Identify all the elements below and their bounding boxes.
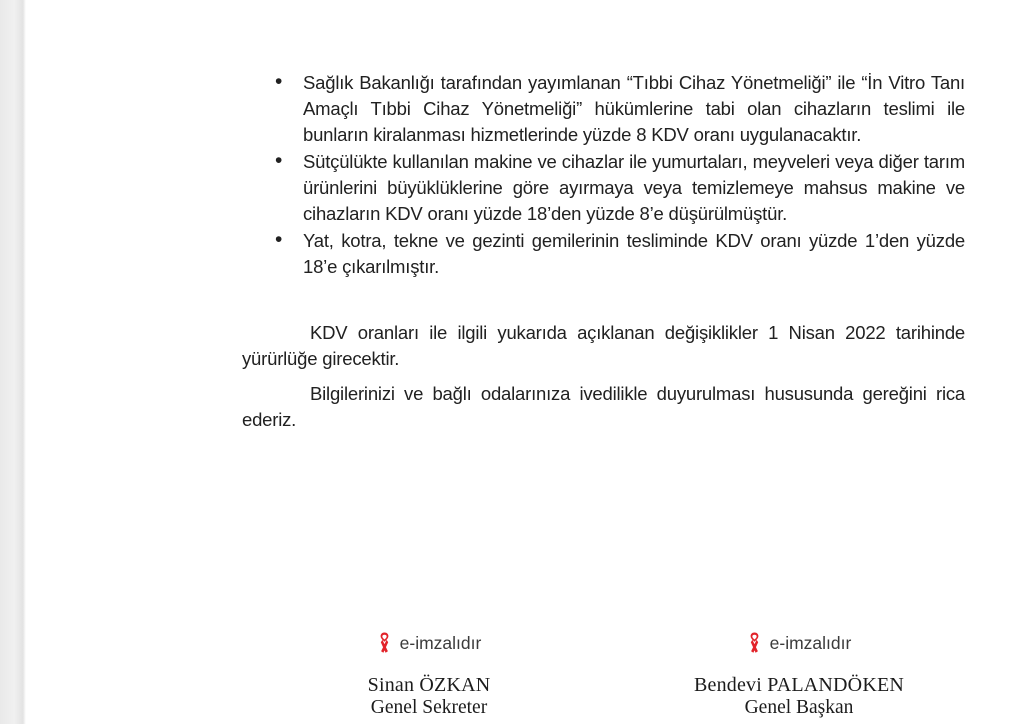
- paragraph-closing: Bilgilerinizi ve bağlı odalarınıza ivedilikle duyurulması hususunda gereğini rica ederiz.: [242, 383, 965, 430]
- signatory-title: Genel Sekreter: [370, 697, 488, 718]
- signatory-title: Genel Başkan: [744, 697, 854, 718]
- signature-block-general-secretary: [338, 631, 520, 719]
- signature-block-president: [688, 631, 910, 719]
- signature-row: [0, 631, 1024, 724]
- paragraph-effective-date: KDV oranları ile ilgili yukarıda açıklanan değişiklikler 1 Nisan 2022 tarihinde yürürlüğe girecektir.: [242, 322, 965, 369]
- red-ribbon-icon: [747, 632, 762, 654]
- bullet-text: Sağlık Bakanlığı tarafından yayımlanan “Tıbbi Cihaz Yönetmeliği” ile “İn Vitro Tanı Amaçlı Tıbbi Cihaz Yönetmeliği” hükümlerine tabi olan cihazların teslimi ile bunların kiralanması hizmetlerinde yüzde 8 KDV oranı uygulanacaktır.: [303, 72, 965, 145]
- red-ribbon-icon: [377, 632, 392, 654]
- esign-label: e-imzalıdır: [399, 632, 482, 653]
- bullet-text: Sütçülükte kullanılan makine ve cihazlar ile yumurtaları, meyveleri veya diğer tarım ürünlerini büyüklüklerine göre ayırmaya veya temizlemeye mahsus makine ve cihazların KDV oranı yüzde 18’den yüzde 8’e düşürülmüştür.: [303, 151, 965, 224]
- signatory-name: Sinan ÖZKAN: [367, 674, 491, 696]
- bullet-list: [242, 70, 965, 280]
- bullet-text: Yat, kotra, tekne ve gezinti gemilerinin tesliminde KDV oranı yüzde 1’den yüzde 18’e çıkarılmıştır.: [303, 230, 965, 277]
- esign-label: e-imzalıdır: [769, 632, 852, 653]
- bullet-item-yachts: [303, 228, 965, 280]
- document-body: [242, 70, 965, 433]
- bullet-item-dairy-machines: [303, 149, 965, 227]
- signatory-name: Bendevi PALANDÖKEN: [693, 674, 905, 696]
- esign-line: [338, 631, 520, 655]
- bullet-item-medical-devices: [303, 70, 965, 148]
- esign-line: [688, 631, 910, 655]
- page-edge-shadow: [0, 0, 26, 724]
